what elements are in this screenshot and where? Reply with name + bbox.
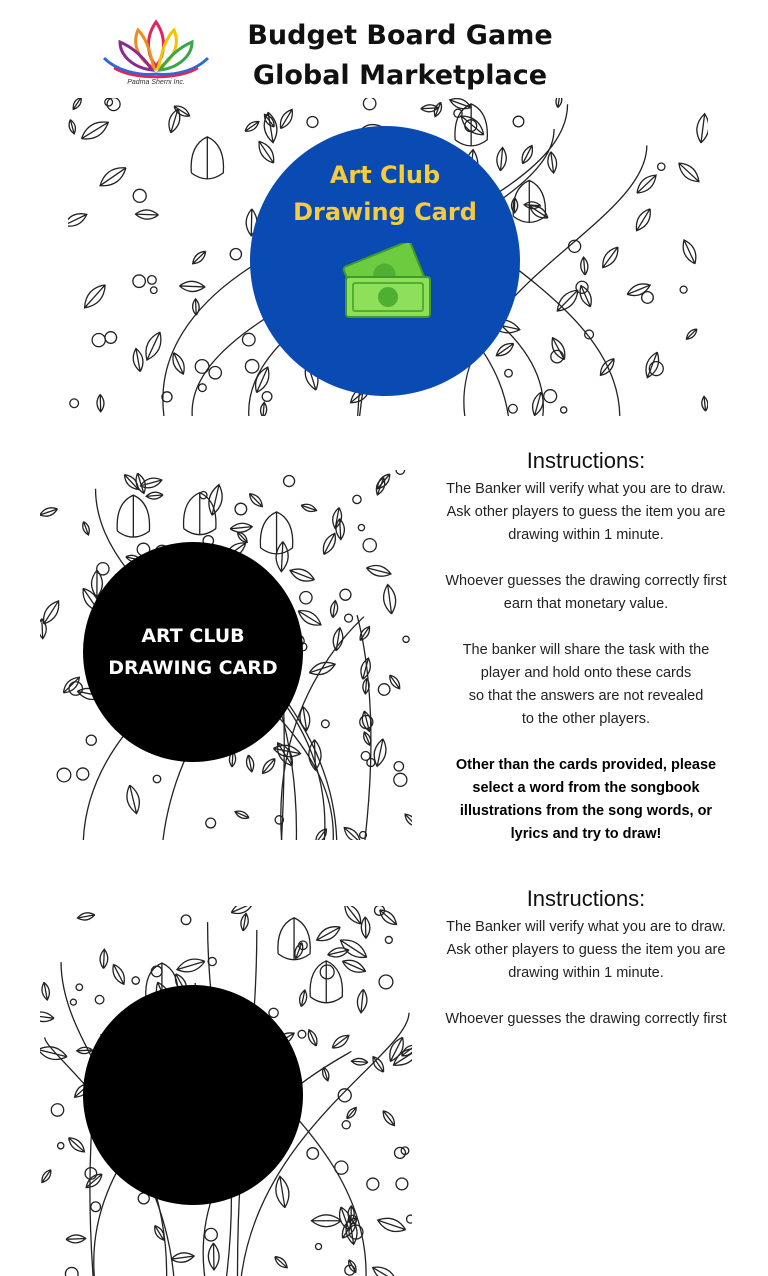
money-icon: [330, 243, 440, 325]
instructions-heading: Instructions:: [526, 448, 646, 473]
title-line-1: Budget Board Game: [247, 20, 553, 51]
title-line-2: Global Marketplace: [252, 60, 548, 91]
card-title-line-2: Drawing Card: [293, 198, 477, 226]
instruction-line: to the other players.: [521, 711, 651, 727]
instruction-line: Ask other players to guess the item you are: [446, 942, 726, 958]
card-title-line-1: Art Club: [329, 161, 441, 189]
instruction-line: Whoever guesses the drawing correctly first: [445, 573, 727, 589]
art-club-card-circle-black-bottom: [83, 985, 303, 1205]
instruction-line: so that the answers are not revealed: [468, 688, 704, 704]
instruction-line: Whoever guesses the drawing correctly first: [445, 1011, 727, 1027]
logo-text: Padma Sherni Inc.: [127, 79, 185, 86]
art-club-card-circle-blue: [250, 126, 520, 396]
instruction-line: drawing within 1 minute.: [508, 527, 664, 543]
instructions-block-bottom: [412, 885, 760, 1031]
page-title: [215, 16, 585, 96]
card-title-line-2: DRAWING CARD: [108, 657, 278, 679]
card-title: [293, 157, 477, 231]
note-line: Other than the cards provided, please: [455, 757, 717, 773]
instruction-line: The Banker will verify what you are to draw.: [446, 481, 726, 497]
instruction-line: The banker will share the task with the: [462, 642, 710, 658]
instruction-line: drawing within 1 minute.: [508, 965, 664, 981]
art-club-card-circle-black: [83, 542, 303, 762]
note-line: illustrations from the song words, or: [459, 803, 713, 819]
card-title-line-1: ART CLUB: [141, 625, 245, 647]
instructions-heading: Instructions:: [526, 886, 646, 911]
instruction-line: The Banker will verify what you are to draw.: [446, 919, 726, 935]
note-line: select a word from the songbook: [472, 780, 700, 796]
note-line: lyrics and try to draw!: [510, 826, 662, 842]
instructions-block: [412, 447, 760, 846]
instruction-line: Ask other players to guess the item you are: [446, 504, 726, 520]
instruction-line: earn that monetary value.: [503, 596, 669, 612]
card-title: [108, 620, 277, 684]
instruction-line: player and hold onto these cards: [480, 665, 692, 681]
